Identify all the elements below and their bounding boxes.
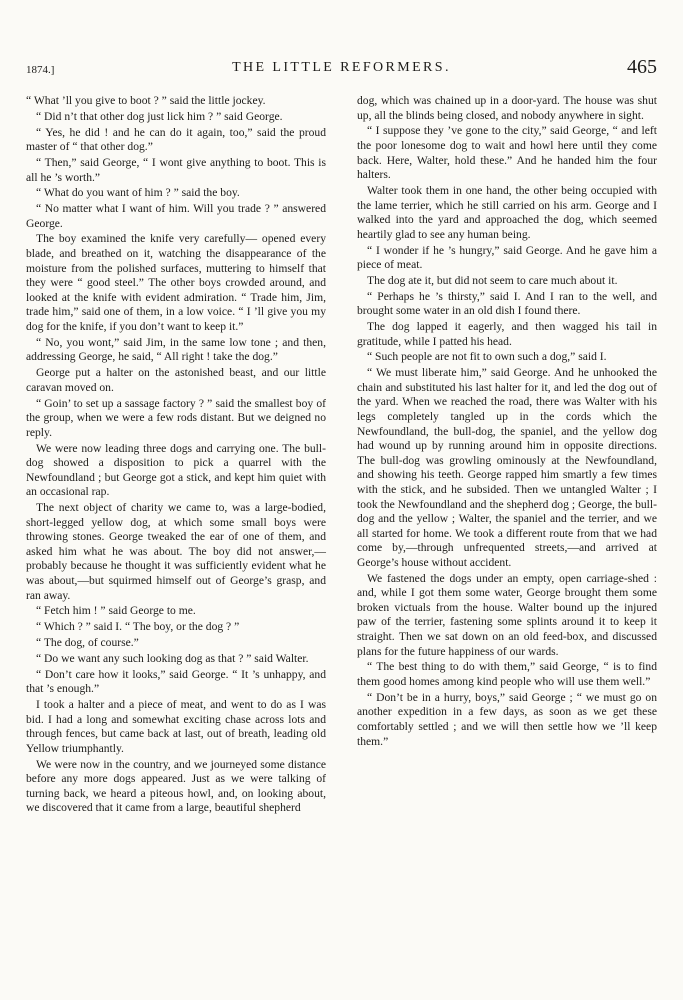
paragraph: “ What do you want of him ? ” said the boy. bbox=[36, 186, 240, 200]
paragraph: “ Do we want any such looking dog as that ? ” said Walter. bbox=[36, 651, 309, 665]
paragraph: We fastened the dogs under an empty, open carriage-shed : and, while I got them some water, George brought them some broken victuals from the house. Walter bound up the injured paw of the terrier, fastening some splints around it to keep it straight. Then we sat down on an old feed-box, and discussed plans for the future happiness of our wards. bbox=[357, 571, 657, 658]
paragraph: “ Perhaps he ’s thirsty,” said I. And I ran to the well, and brought some water in an old dish I found there. bbox=[357, 289, 657, 318]
paragraph: The dog lapped it eagerly, and then wagged his tail in gratitude, while I patted his head. bbox=[357, 320, 657, 348]
paragraph: “ Did n’t that other dog just lick him ? ” said George. bbox=[36, 109, 283, 123]
left-column bbox=[26, 94, 326, 817]
paragraph: “ No, you wont,” said Jim, in the same low tone ; and then, addressing George, he said, “ All right ! take the dog.” bbox=[26, 335, 326, 364]
paragraph: I took a halter and a piece of meat, and went to do as I was bid. I had a long and somewhat exciting chase across lots and through fences, but came back at last, out of breath, leading old Yellow triumphantly. bbox=[26, 697, 326, 755]
paragraph: “ Then,” said George, “ I wont give anything to boot. This is all he ’s worth.” bbox=[26, 155, 326, 184]
paragraph: The dog ate it, but did not seem to care much about it. bbox=[367, 273, 618, 287]
paragraph: “ Don’t be in a hurry, boys,” said George ; “ we must go on another expedition in a few days, as soon as we get these comfortably settled ; and we will then settle how we ’ll keep them.” bbox=[357, 690, 657, 748]
paragraph: “ The dog, of course.” bbox=[36, 636, 139, 649]
paragraph: “ What ’ll you give to boot ? ” said the little jockey. bbox=[26, 94, 266, 107]
paragraph: dog, which was chained up in a door-yard. The house was shut up, all the blinds being closed, and nobody anywhere in sight. bbox=[357, 94, 657, 122]
paragraph: “ The best thing to do with them,” said George, “ is to find them good homes among kind people who will use them well.” bbox=[357, 660, 657, 689]
paragraph: “ Don’t care how it looks,” said George. “ It ’s unhappy, and that ’s enough.” bbox=[26, 667, 326, 696]
paragraph: The next object of charity we came to, was a large-bodied, short-legged yellow dog, at which some small boys were throwing stones. George tweaked the ear of one of them, and asked him what he was about. The boy did not answer,— probably because he thought it was sufficiently evident what he was about,—but squirmed himself out of George’s grasp, and ran away. bbox=[26, 501, 326, 602]
paragraph: Walter took them in one hand, the other being occupied with the lame terrier, which he still carried on his arm. George and I walked into the yard and approached the dog, which seemed heartily glad to see any human being. bbox=[357, 183, 657, 241]
paragraph: “ Goin’ to set up a sassage factory ? ” said the smallest boy of the group, when we were a few rods distant. But we deigned no reply. bbox=[26, 396, 326, 439]
running-header bbox=[26, 56, 657, 84]
paragraph: “ Such people are not fit to own such a dog,” said I. bbox=[367, 350, 607, 364]
paragraph: We were now in the country, and we journeyed some distance before any more dogs appeared. Just as we were talking of turning back, we heard a piteous howl, and, on looking about, we discovered that it came from a large, beautiful shepherd bbox=[26, 757, 326, 815]
issue-year: 1874.] bbox=[26, 64, 55, 76]
right-column bbox=[357, 94, 657, 750]
paragraph: “ Fetch him ! ” said George to me. bbox=[36, 604, 196, 618]
paragraph: “ I suppose they ’ve gone to the city,” said George, “ and left the poor lonesome dog to wait and howl here until they come back. Here, Walter, hold these.” And he handed him the four halters. bbox=[357, 124, 657, 182]
paragraph: “ I wonder if he ’s hungry,” said George. And he gave him a piece of meat. bbox=[357, 243, 657, 272]
paragraph: “ Which ? ” said I. “ The boy, or the dog ? ” bbox=[36, 620, 240, 634]
running-title: THE LITTLE REFORMERS. bbox=[232, 60, 451, 75]
paragraph: “ Yes, he did ! and he can do it again, too,” said the proud master of “ that other dog.” bbox=[26, 125, 326, 154]
paragraph: The boy examined the knife very carefully— opened every blade, and breathed on it, watching the disappearance of the moisture from the polished surfaces, muttering to himself that they were “ good steel.” The other boys crowded around, and looked at the knife with evident admiration. “ Trade him, Jim, trade him,” said one of them, in a low voice. “ I ’ll give you my dog for the knife, if you don’t want to keep it.” bbox=[26, 232, 326, 334]
paragraph: “ We must liberate him,” said George. And he unhooked the chain and substituted his last halter for it, and led the dog out of the yard. When we reached the road, there was Walter with his legs completely tangled up in the cords which the Newfoundland, the bull-dog, the spaniel, and the yellow dog had wound up by running around him in opposite directions. The bull-dog was growling ominously at the Newfoundland, and showing his teeth. George rapped him smartly a few times with the stick, and he subsided. Then we untangled Walter ; I took the Newfoundland and the shepherd dog ; George, the bull-dog and the yellow ; Walter, the spaniel and the terrier, and we all started for home. We took a different route from that we had come by,—through unfrequented streets,—and arrived at George’s house without accident. bbox=[357, 366, 657, 569]
page-number: 465 bbox=[627, 56, 657, 78]
paragraph: “ No matter what I want of him. Will you trade ? ” answered George. bbox=[26, 202, 326, 230]
paragraph: George put a halter on the astonished beast, and our little caravan moved on. bbox=[26, 366, 326, 394]
paragraph: We were now leading three dogs and carrying one. The bull-dog showed a disposition to pick a quarrel with the Newfoundland ; but George got a stick, and kept him quiet with an occasional rap. bbox=[26, 441, 326, 499]
